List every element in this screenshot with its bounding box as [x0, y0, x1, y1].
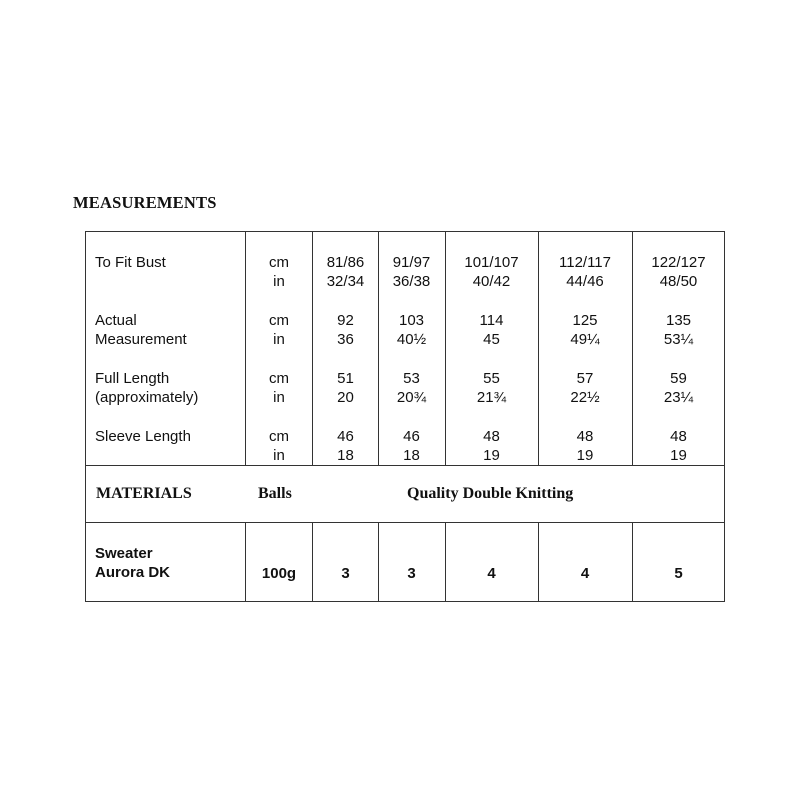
- unit-cm: cm: [269, 370, 289, 387]
- value-in: 20: [337, 389, 354, 406]
- value-in: 23¼: [663, 389, 694, 406]
- value-in: 40½: [396, 331, 427, 348]
- ball-count: 3: [407, 565, 416, 582]
- item-yarn: Aurora DK: [95, 564, 171, 581]
- row-label: (approximately): [95, 389, 199, 406]
- value-cm: 48: [483, 428, 500, 445]
- yarn-quality: Quality Double Knitting: [407, 485, 574, 502]
- size-in: 40/42: [472, 273, 511, 290]
- column-divider: [632, 523, 633, 602]
- size-in: 36/38: [392, 273, 431, 290]
- value-in: 18: [337, 447, 354, 464]
- ball-count: 4: [580, 565, 590, 582]
- value-in: 45: [483, 331, 500, 348]
- item-name: Sweater: [95, 545, 153, 562]
- value-in: 22½: [570, 389, 600, 406]
- ball-count: 5: [674, 565, 683, 582]
- value-cm: 48: [670, 428, 687, 445]
- value-in: 19: [483, 447, 500, 464]
- unit-cm: cm: [269, 428, 289, 445]
- size-in: 48/50: [659, 273, 698, 290]
- value-cm: 103: [398, 312, 425, 329]
- value-in: 20¾: [396, 389, 427, 406]
- unit-in: in: [273, 447, 285, 464]
- ball-count: 3: [341, 565, 350, 582]
- value-cm: 57: [576, 370, 594, 387]
- size-cm: 91/97: [392, 254, 431, 271]
- value-cm: 114: [479, 312, 504, 329]
- measurements-heading: MEASUREMENTS: [73, 193, 217, 212]
- unit-cm: cm: [269, 254, 289, 271]
- unit-in: in: [273, 331, 285, 348]
- row-label: Measurement: [95, 331, 187, 348]
- value-cm: 48: [576, 428, 594, 445]
- row-label: To Fit Bust: [95, 254, 166, 271]
- value-in: 19: [576, 447, 594, 464]
- ball-count: 4: [487, 565, 496, 582]
- column-divider: [245, 523, 246, 602]
- value-cm: 51: [337, 370, 354, 387]
- value-cm: 135: [665, 312, 692, 329]
- value-cm: 125: [572, 312, 598, 329]
- row-divider: [85, 522, 725, 523]
- column-divider: [312, 523, 313, 602]
- size-in: 32/34: [326, 273, 365, 290]
- value-in: 18: [403, 447, 420, 464]
- value-cm: 55: [483, 370, 500, 387]
- row-label: Actual: [95, 312, 137, 329]
- size-in: 44/46: [566, 273, 604, 290]
- row-label: Full Length: [95, 370, 170, 387]
- value-in: 21¾: [476, 389, 507, 406]
- value-in: 36: [337, 331, 354, 348]
- balls-label: Balls: [258, 485, 292, 502]
- value-cm: 46: [403, 428, 420, 445]
- row-divider: [85, 465, 725, 466]
- size-cm: 101/107: [464, 254, 519, 271]
- ball-weight: 100g: [261, 565, 297, 582]
- column-divider: [538, 523, 539, 602]
- size-cm: 81/86: [326, 254, 365, 271]
- size-cm: 112/117: [559, 254, 611, 271]
- value-cm: 53: [403, 370, 420, 387]
- column-divider: [445, 523, 446, 602]
- size-cm: 122/127: [651, 254, 706, 271]
- materials-label: MATERIALS: [96, 485, 192, 502]
- unit-cm: cm: [269, 312, 289, 329]
- unit-in: in: [273, 273, 285, 290]
- value-in: 53¼: [663, 331, 694, 348]
- unit-in: in: [273, 389, 285, 406]
- value-cm: 92: [337, 312, 354, 329]
- row-label: Sleeve Length: [95, 428, 191, 445]
- value-cm: 46: [337, 428, 354, 445]
- value-in: 49¼: [570, 331, 600, 348]
- column-divider: [378, 523, 379, 602]
- value-in: 19: [670, 447, 687, 464]
- value-cm: 59: [670, 370, 687, 387]
